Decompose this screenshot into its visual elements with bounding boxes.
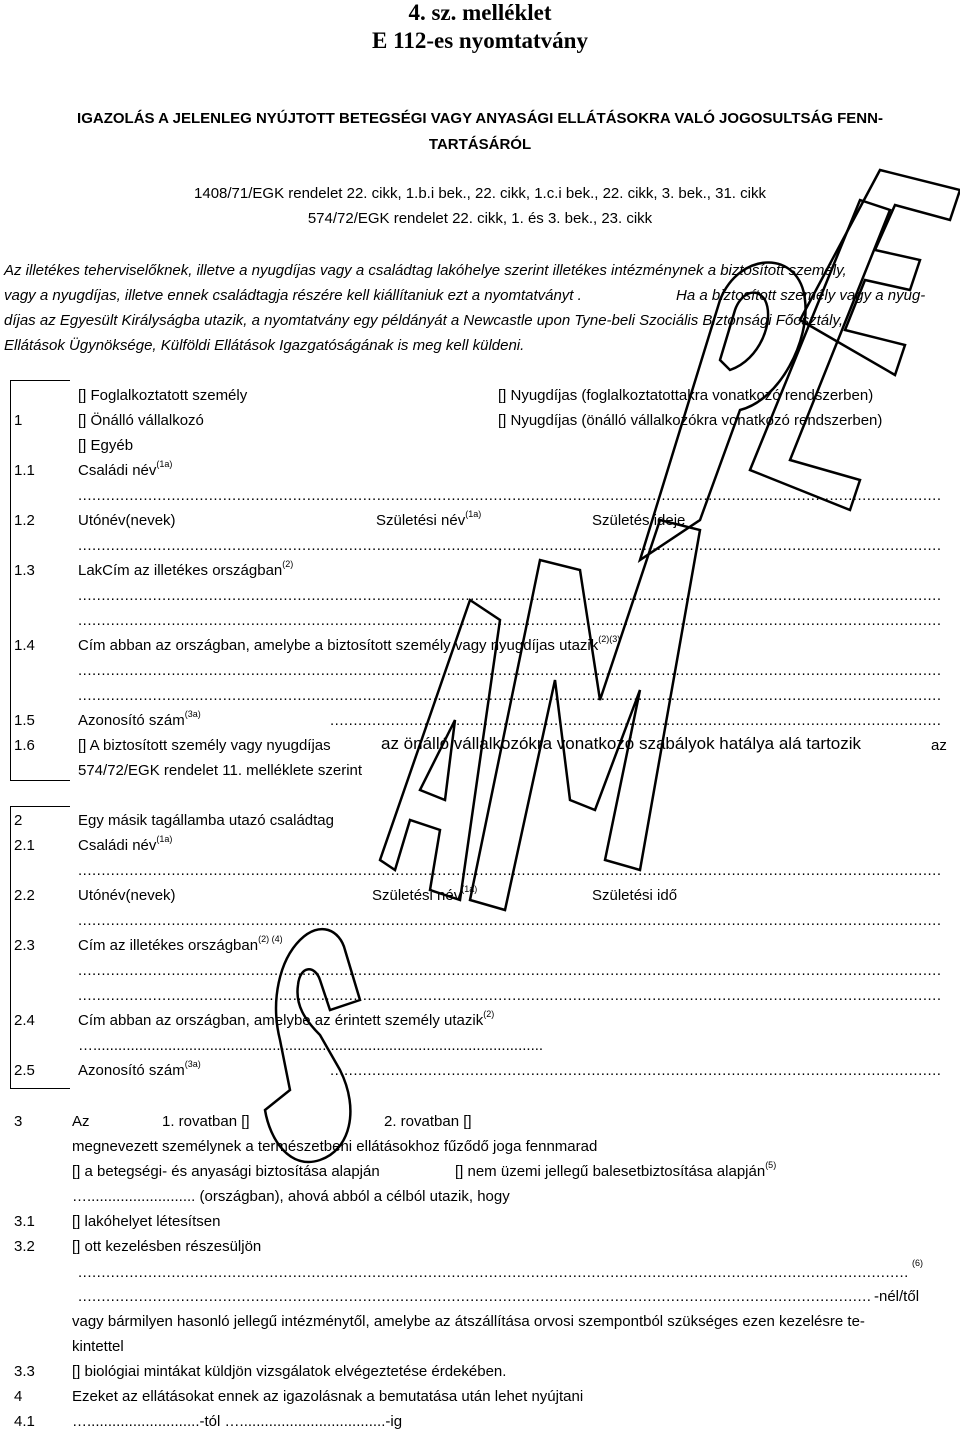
row-number: 1.5 — [14, 712, 35, 729]
row-number: 3.1 — [14, 1213, 35, 1230]
row-number: 1.1 — [14, 462, 35, 479]
section2-number: 2 — [14, 812, 23, 829]
intro-line2: vagy a nyugdíjas, illetve ennek családtagja részére kell kiállítaniuk ezt a nyomtatványt . — [4, 287, 582, 304]
checkbox-box2[interactable]: 2. rovatban [] — [384, 1113, 472, 1130]
member-address-label: Cím az illetékes országban$^{(2) (4)}$ — [78, 934, 283, 954]
section3-number: 3 — [14, 1113, 23, 1130]
member-id-label: Azonosító szám$^{(3a)}$ — [78, 1059, 201, 1079]
row-number: 2.2 — [14, 887, 35, 904]
form-name: E 112-es nyomtatvány — [372, 28, 588, 53]
regulation-ref: 574/72/EGK rendelet 11. melléklete szerint — [78, 762, 363, 779]
section4-text: Ezeket az ellátásokat ennek az igazolásnak a bemutatása után lehet nyújtani — [72, 1388, 584, 1405]
row-number: 2.1 — [14, 837, 35, 854]
row-number: 4.1 — [14, 1413, 35, 1430]
checkbox-accident-insurance: [] nem üzemi jellegű balesetbiztosítása alapján$^{(5)}$ — [455, 1160, 777, 1180]
checkbox-pensioner-self-employed[interactable]: [] Nyugdíjas (önálló vállalkozókra vonatkozó rendszerben) — [498, 412, 883, 429]
birth-name-label: Születési név$^{(1a)}$ — [376, 509, 482, 529]
row-number: 1.3 — [14, 562, 35, 579]
intro-line2b: Ha a biztosított személy vagy a nyug- — [676, 287, 926, 304]
row-number: 3.2 — [14, 1238, 35, 1255]
intro-line3: díjas az Egyesült Királyságba utazik, a nyomtatvány egy példányát a Newcastle upon Tyne-beli Szociális Biztonsági Főosztály, — [4, 312, 844, 329]
row-number: 2.5 — [14, 1062, 35, 1079]
annex-number: 4. sz. melléklet — [408, 0, 552, 25]
family-name-label: Családi név$^{(1a)}$ — [78, 459, 173, 479]
row-number: 2.4 — [14, 1012, 35, 1029]
address-label: LakCím az illetékes országban$^{(2)}$ — [78, 559, 294, 579]
intro-line4: Ellátások Ügynöksége, Külföldi Ellátások Igazgatóságának is meg kell küldeni. — [4, 337, 525, 354]
institution-text-1: vagy bármilyen hasonló jellegű intézménytől, amelybe az átszállítása orvosi szempontból szükséges ezen kezelésre te- — [72, 1313, 865, 1330]
row-number: 1.6 — [14, 737, 35, 754]
member-family-name-label: Családi név$^{(1a)}$ — [78, 834, 173, 854]
checkbox-other[interactable]: [] Egyéb — [78, 437, 134, 454]
checkbox-employed[interactable]: [] Foglalkoztatott személy — [78, 387, 248, 404]
destination-country-line: ….......................... (országban), ahová abból a célból utazik, hogy — [72, 1188, 510, 1205]
member-first-name-label: Utónév(nevek) — [78, 887, 176, 904]
section3-az: Az — [72, 1113, 90, 1130]
destination-address-label: Cím abban az országban, amelybe a biztosított személy vagy nyugdíjas utazik$^{(2)(3)}$ — [78, 634, 621, 654]
checkbox-sickness-insurance[interactable]: [] a betegségi- és anyasági biztosítása alapján — [72, 1163, 380, 1180]
row-number: 2.3 — [14, 937, 35, 954]
entitlement-text: megnevezett személynek a természetbeni ellátásokhoz fűződő joga fennmarad — [72, 1138, 598, 1155]
birth-date-label: Születés ideje — [592, 512, 686, 529]
checkbox-pensioner-employed[interactable]: [] Nyugdíjas (foglalkoztatottakra vonatkozó rendszerben) — [498, 387, 874, 404]
legal-ref-1: 1408/71/EGK rendelet 22. cikk, 1.b.i bek., 22. cikk, 1.c.i bek., 22. cikk, 3. bek., 31. cikk — [194, 185, 766, 202]
self-employed-rules-text-end: az — [931, 737, 947, 754]
footnote-6: (6) — [912, 1258, 923, 1268]
checkbox-residence[interactable]: [] lakóhelyet létesítsen — [72, 1213, 221, 1230]
checkbox-treatment[interactable]: [] ott kezelésben részesüljön — [72, 1238, 262, 1255]
checkbox-self-employed[interactable]: [] Önálló vállalkozó — [78, 412, 204, 429]
section4-number: 4 — [14, 1388, 23, 1405]
checkbox-self-employed-rules[interactable]: [] A biztosított személy vagy nyugdíjas — [78, 737, 331, 754]
checkbox-box1[interactable]: 1. rovatban [] — [162, 1113, 250, 1130]
institution-suffix: -nél/től — [874, 1288, 920, 1305]
first-name-label: Utónév(nevek) — [78, 512, 176, 529]
section1-number: 1 — [14, 412, 23, 429]
self-employed-rules-text: az önálló vállalkozókra vonatkozó szabályok hatálya alá tartozik — [381, 734, 862, 753]
section2-title: Egy másik tagállamba utazó családtag — [78, 812, 334, 829]
member-destination-label: Cím abban az országban, amelybe az érintett személy utazik$^{(2)}$ — [78, 1009, 495, 1029]
institution-text-2: kintettel — [72, 1338, 124, 1355]
heading-line2: TARTÁSÁRÓL — [428, 136, 532, 153]
member-birth-date-label: Születési idő — [592, 887, 678, 904]
checkbox-samples[interactable]: [] biológiai mintákat küldjön vizsgálatok elvégeztetése érdekében. — [72, 1363, 507, 1380]
legal-ref-2: 574/72/EGK rendelet 22. cikk, 1. és 3. bek., 23. cikk — [307, 210, 653, 227]
row-number: 1.2 — [14, 512, 35, 529]
validity-period-field[interactable]: …...........................-tól …...................................-ig — [72, 1413, 403, 1430]
intro-line1: Az illetékes teherviselőknek, illetve a nyugdíjas vagy a családtag lakóhelye szerint illetékes intézménynek a biztosított személy, — [4, 262, 847, 279]
row-number: 3.3 — [14, 1363, 35, 1380]
heading-line1: IGAZOLÁS A JELENLEG NYÚJTOTT BETEGSÉGI VAGY ANYASÁGI ELLÁTÁSOKRA VALÓ JOGOSULTSÁG FENN- — [77, 110, 883, 127]
member-destination-field[interactable]: …............................................................................................................ — [78, 1037, 544, 1054]
row-number: 1.4 — [14, 637, 35, 654]
member-birth-name-label: Születési név$^{(1a)}$ — [372, 884, 478, 904]
id-number-label: Azonosító szám$^{(3a)}$ — [78, 709, 201, 729]
